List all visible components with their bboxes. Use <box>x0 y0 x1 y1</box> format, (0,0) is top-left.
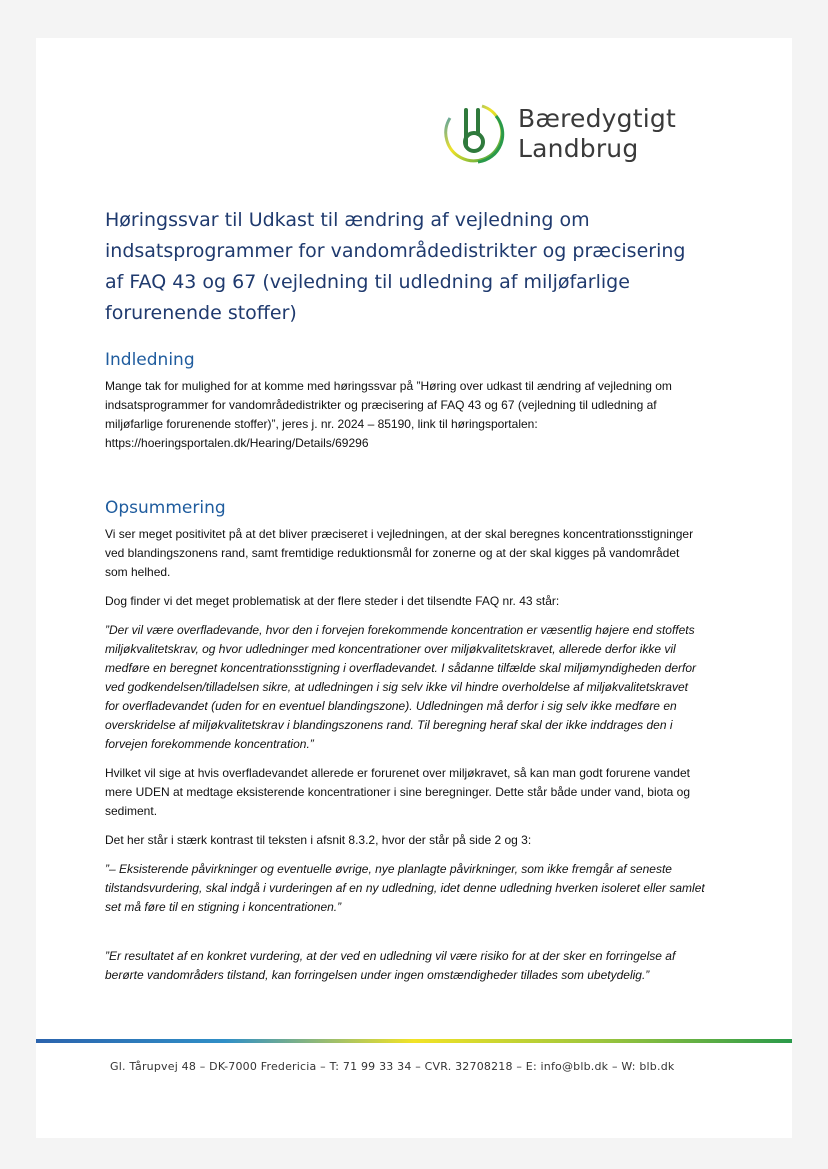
logo-line-1: Bæredygtigt <box>518 104 676 133</box>
summary-paragraph-2: Dog finder vi det meget problematisk at der flere steder i det tilsendte FAQ nr. 43 står: <box>105 594 560 608</box>
quote-1: ”Der vil være overfladevande, hvor den i forvejen forekommende koncentration er væsentlig højere end stoffets miljøkvalitetskrav, og hvor udledninger med koncentrationer over miljøkvalitetskravet, allerede derfor ikke vil medføre en beregnet koncentrationsstigning i overfladevandet. I sådanne tilfælde skal miljømyndigheden derfor ved godkendelsen/tilladelsen sikre, at udledningen i sig selv ikke vil hindre overholdelse af miljøkvalitetskravet for overfladevandet (uden for en eventuel blandingszone). Udledningen må derfor i sig selv ikke medføre en overskridelse af miljøkvalitetskrav i blandingszonens rand. Til beregning heraf skal der ikke inddrages den i forvejen forekommende koncentration.” <box>105 623 696 751</box>
document-content <box>105 205 705 995</box>
quote-3: ”Er resultatet af en konkret vurdering, at der ved en udledning vil være risiko for at der sker en forringelse af berørte vandområders tilstand, kan forringelsen under ingen omstændigheder tillades som ubetydelig.” <box>105 949 676 982</box>
logo-line-2: Landbrug <box>518 134 639 163</box>
document-title: Høringssvar til Udkast til ændring af vejledning om indsatsprogrammer for vandområdedistrikter og præcisering af FAQ 43 og 67 (vejledning til udledning af miljøfarlige forurenende stoffer) <box>105 209 686 324</box>
summary-paragraph-3: Hvilket vil sige at hvis overfladevandet allerede er forurenet over miljøkravet, så kan man godt forurene vandet mere UDEN at medtage eksisterende koncentrationer i sine beregninger. Dette står både under vand, biota og sediment. <box>105 766 691 818</box>
heading-indledning: Indledning <box>105 350 195 370</box>
quote-2: ”– Eksisterende påvirkninger og eventuelle øvrige, nye planlagte påvirkninger, som ikke fremgår af seneste tilstandsvurdering, skal indgå i vurderingen af en ny udledning, idet denne udledning hverken isoleret eller samlet set må føre til en stigning i koncentrationen.” <box>105 862 705 914</box>
summary-paragraph-1: Vi ser meget positivitet på at det bliver præciseret i vejledningen, at der skal beregnes koncentrationsstigninger ved blandingszonens rand, samt fremtidige reduktionsmål for zonerne og at der skal kigges på vandområdet som helhed. <box>105 527 694 579</box>
blb-logo-icon <box>438 96 508 176</box>
footer-contact: Gl. Tårupvej 48 – DK-7000 Fredericia – T: 71 99 33 34 – CVR. 32708218 – E: info@blb.dk – W: blb.dk <box>110 1060 675 1073</box>
intro-paragraph: Mange tak for mulighed for at komme med høringssvar på ”Høring over udkast til ændring af vejledning om indsatsprogrammer for vandområdedistrikter og præcisering af FAQ 43 og 67 (vejledning til udledning af miljøfarlige forurenende stoffer)”, jeres j. nr. 2024 – 85190, link til høringsportalen: https://hoeringsportalen.dk/Hearing/Details/69296 <box>105 379 672 450</box>
logo <box>438 96 698 176</box>
summary-paragraph-4: Det her står i stærk kontrast til teksten i afsnit 8.3.2, hvor der står på side 2 og 3: <box>105 833 532 847</box>
footer-color-rule <box>36 1039 792 1043</box>
heading-opsummering: Opsummering <box>105 498 226 518</box>
